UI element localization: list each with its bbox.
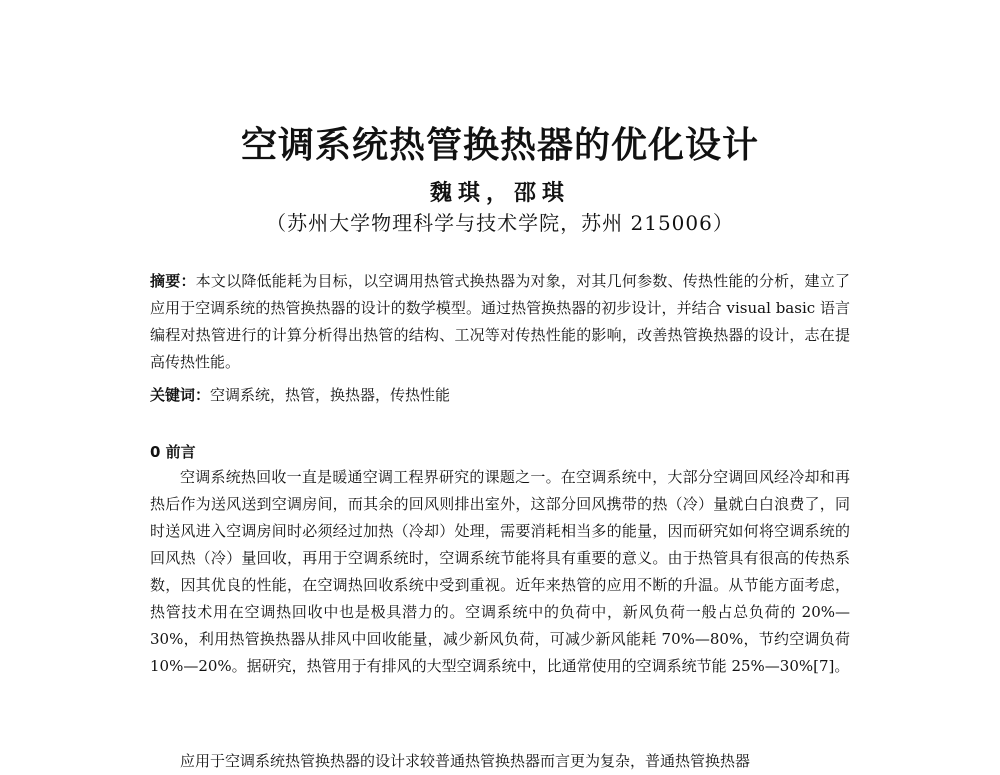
paper-authors: 魏琪，邵琪 [429, 180, 570, 206]
paper-affiliation: （苏州大学物理科学与技术学院，苏州 215006） [266, 211, 734, 235]
abstract-text: 本文以降低能耗为目标，以空调用热管式换热器为对象，对其几何参数、传热性能的分析，建立了应用于空调系统的热管换热器的设计的数学模型。通过热管换热器的初步设计，并结合 visual basic 语言编程对热管进行的计算分析得出热管的结构、工况等对传热性能的影响，改善热管换热器的设计，志在提高传热性能。 [150, 272, 850, 371]
paper-title: 空调系统热管换热器的优化设计 [240, 125, 759, 166]
abstract [150, 268, 850, 376]
body-paragraph-1: 空调系统热回收一直是暖通空调工程界研究的课题之一。在空调系统中，大部分空调回风经冷却和再热后作为送风送到空调房间，而其余的回风则排出室外，这部分回风携带的热（冷）量就白白浪费了，同时送风进入空调房间时必须经过加热（冷却）处理，需要消耗相当多的能量，因而研究如何将空调系统的回风热（冷）量回收，再用于空调系统时，空调系统节能将具有重要的意义。由于热管具有很高的传热系数，因其优良的性能，在空调热回收系统中受到重视。近年来热管的应用不断的升温。从节能方面考虑，热管技术用在空调热回收中也是极具潜力的。空调系统中的负荷中，新风负荷一般占总负荷的 20%—30%，利用热管换热器从排风中回收能量，减少新风负荷，可减少新风能耗 70%—80%，节约空调负荷 10%—20%。据研究，热管用于有排风的大型空调系统中，比通常使用的空调系统节能 25%—30%[7]。 [150, 468, 850, 675]
body-paragraph-2: 应用于空调系统热管换热器的设计求较普通热管换热器而言更为复杂，普通热管换热器 [180, 752, 751, 770]
section-heading: 0 前言 [150, 443, 196, 461]
abstract-label: 摘要： [150, 272, 196, 290]
keywords [150, 382, 850, 409]
keywords-label: 关键词： [150, 386, 211, 404]
keywords-text: 空调系统，热管，换热器，传热性能 [210, 386, 451, 404]
